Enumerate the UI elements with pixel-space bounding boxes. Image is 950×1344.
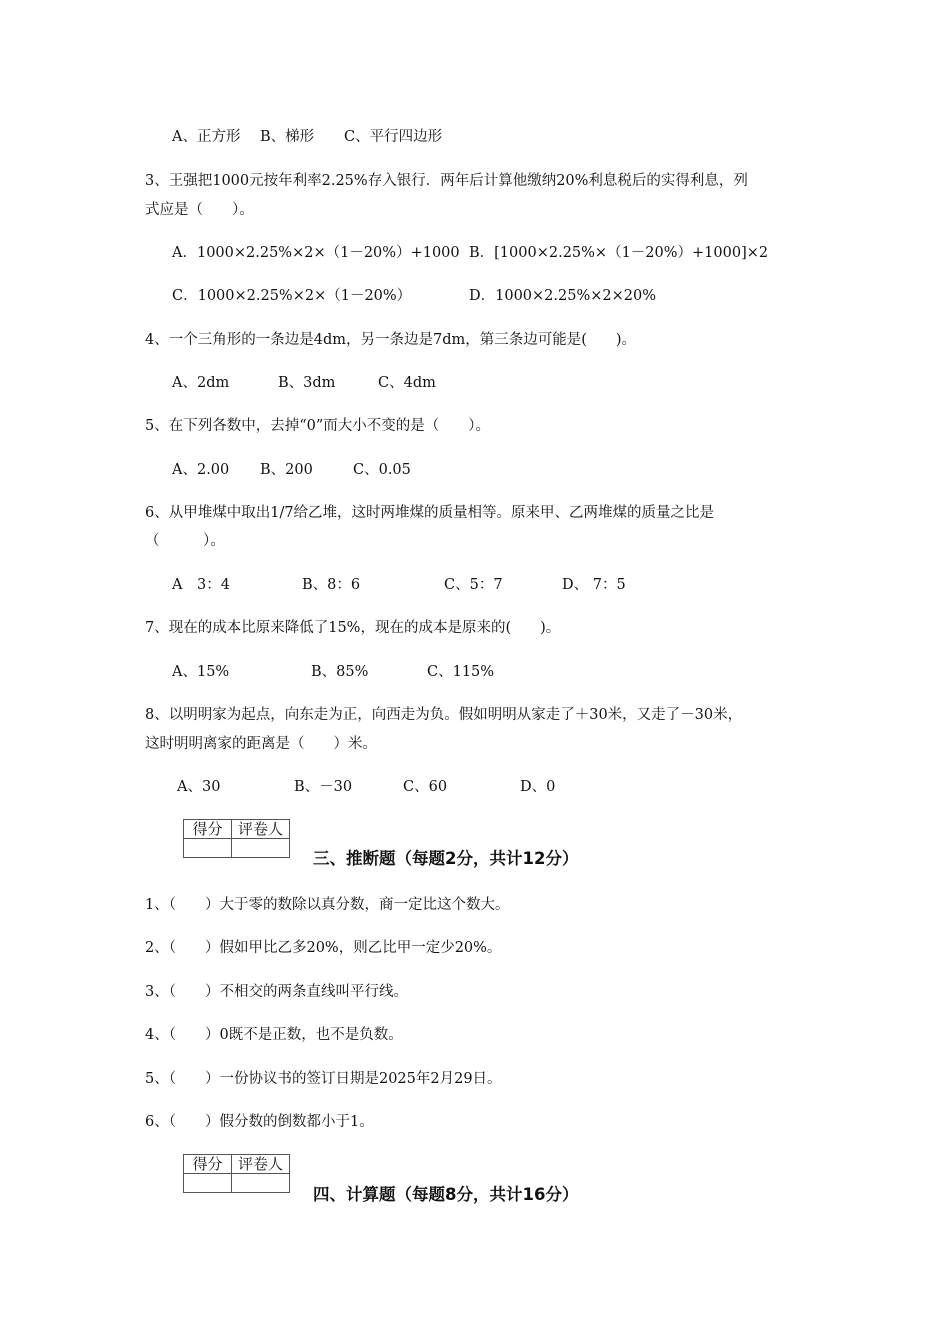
q5-option-b: B、200 xyxy=(260,462,313,478)
q8-option-a: A、30 xyxy=(177,779,221,795)
q3-option-c: C．1000×2.25%×2×（1－20%） xyxy=(172,288,412,304)
q7-stem: 7、现在的成本比原来降低了15%，现在的成本是原来的( )。 xyxy=(145,620,561,636)
q8-option-d: D、0 xyxy=(520,779,556,795)
grader-cell[interactable] xyxy=(232,1174,290,1193)
grader-label: 评卷人 xyxy=(232,1155,290,1174)
q3-option-b: B．[1000×2.25%×（1－20%）+1000]×2 xyxy=(469,245,769,261)
section3-title: 三、推断题（每题2分，共计12分） xyxy=(313,849,579,868)
grader-cell[interactable] xyxy=(232,839,290,858)
q6-option-d: D、 7：5 xyxy=(562,577,626,593)
q8-option-b: B、－30 xyxy=(294,779,353,795)
q4-option-b: B、3dm xyxy=(278,375,336,391)
q7-option-b: B、85% xyxy=(311,664,369,680)
q8-option-c: C、60 xyxy=(403,779,448,795)
q2-option-a: A、正方形 xyxy=(172,129,241,145)
q5-options xyxy=(172,461,411,533)
q8-stem-line2: 这时明明离家的距离是（ ）米。 xyxy=(145,736,377,752)
q3-option-d: D．1000×2.25%×2×20% xyxy=(469,288,656,304)
q5-option-c: C、0.05 xyxy=(353,462,411,478)
q6-option-a: A 3：4 xyxy=(172,577,230,593)
section3-item-4: 4、（ ）0既不是正数，也不是负数。 xyxy=(145,1027,403,1043)
q6-option-b: B、8：6 xyxy=(302,577,361,593)
grader-label: 评卷人 xyxy=(232,820,290,839)
q3-option-a: A．1000×2.25%×2×（1－20%）+1000 xyxy=(172,245,460,261)
q6-stem-line2: （ ）。 xyxy=(145,533,225,549)
section3-item-2: 2、（ ）假如甲比乙多20%，则乙比甲一定少20%。 xyxy=(145,940,502,956)
score-cell[interactable] xyxy=(184,1174,232,1193)
q5-option-a: A、2.00 xyxy=(172,462,230,478)
q8-stem-line1: 8、以明明家为起点，向东走为正，向西走为负。假如明明从家走了＋30米，又走了－30米， xyxy=(145,707,743,723)
score-cell[interactable] xyxy=(184,839,232,858)
section3-item-5: 5、（ ）一份协议书的签订日期是2025年2月29日。 xyxy=(145,1071,502,1087)
score-box-section4 xyxy=(183,1154,290,1193)
q2-option-b: B、梯形 xyxy=(260,129,315,145)
q4-stem: 4、一个三角形的一条边是4dm，另一条边是7dm，第三条边可能是( )。 xyxy=(145,332,637,348)
section4-title: 四、计算题（每题8分，共计16分） xyxy=(313,1185,579,1204)
q2-option-c: C、平行四边形 xyxy=(344,129,443,145)
q6-stem-line1: 6、从甲堆煤中取出1/7给乙堆，这时两堆煤的质量相等。原来甲、乙两堆煤的质量之比是 xyxy=(145,505,715,521)
q4-option-a: A、2dm xyxy=(172,375,230,391)
q7-option-a: A、15% xyxy=(172,664,230,680)
q3-stem-line2: 式应是（ ）。 xyxy=(145,202,254,218)
score-box-section3 xyxy=(183,819,290,858)
q6-option-c: C、5：7 xyxy=(444,577,503,593)
score-label: 得分 xyxy=(184,1155,232,1174)
q7-option-c: C、115% xyxy=(427,664,495,680)
section3-item-3: 3、（ ）不相交的两条直线叫平行线。 xyxy=(145,984,408,1000)
section3-item-6: 6、（ ）假分数的倒数都小于1。 xyxy=(145,1114,374,1130)
q4-option-c: C、4dm xyxy=(378,375,436,391)
score-label: 得分 xyxy=(184,820,232,839)
q5-stem: 5、在下列各数中，去掉“0”而大小不变的是（ ）。 xyxy=(145,418,491,434)
q3-stem-line1: 3、王强把1000元按年利率2.25%存入银行．两年后计算他缴纳20%利息税后的实得利息，列 xyxy=(145,173,748,189)
section3-item-1: 1、（ ）大于零的数除以真分数，商一定比这个数大。 xyxy=(145,897,510,913)
